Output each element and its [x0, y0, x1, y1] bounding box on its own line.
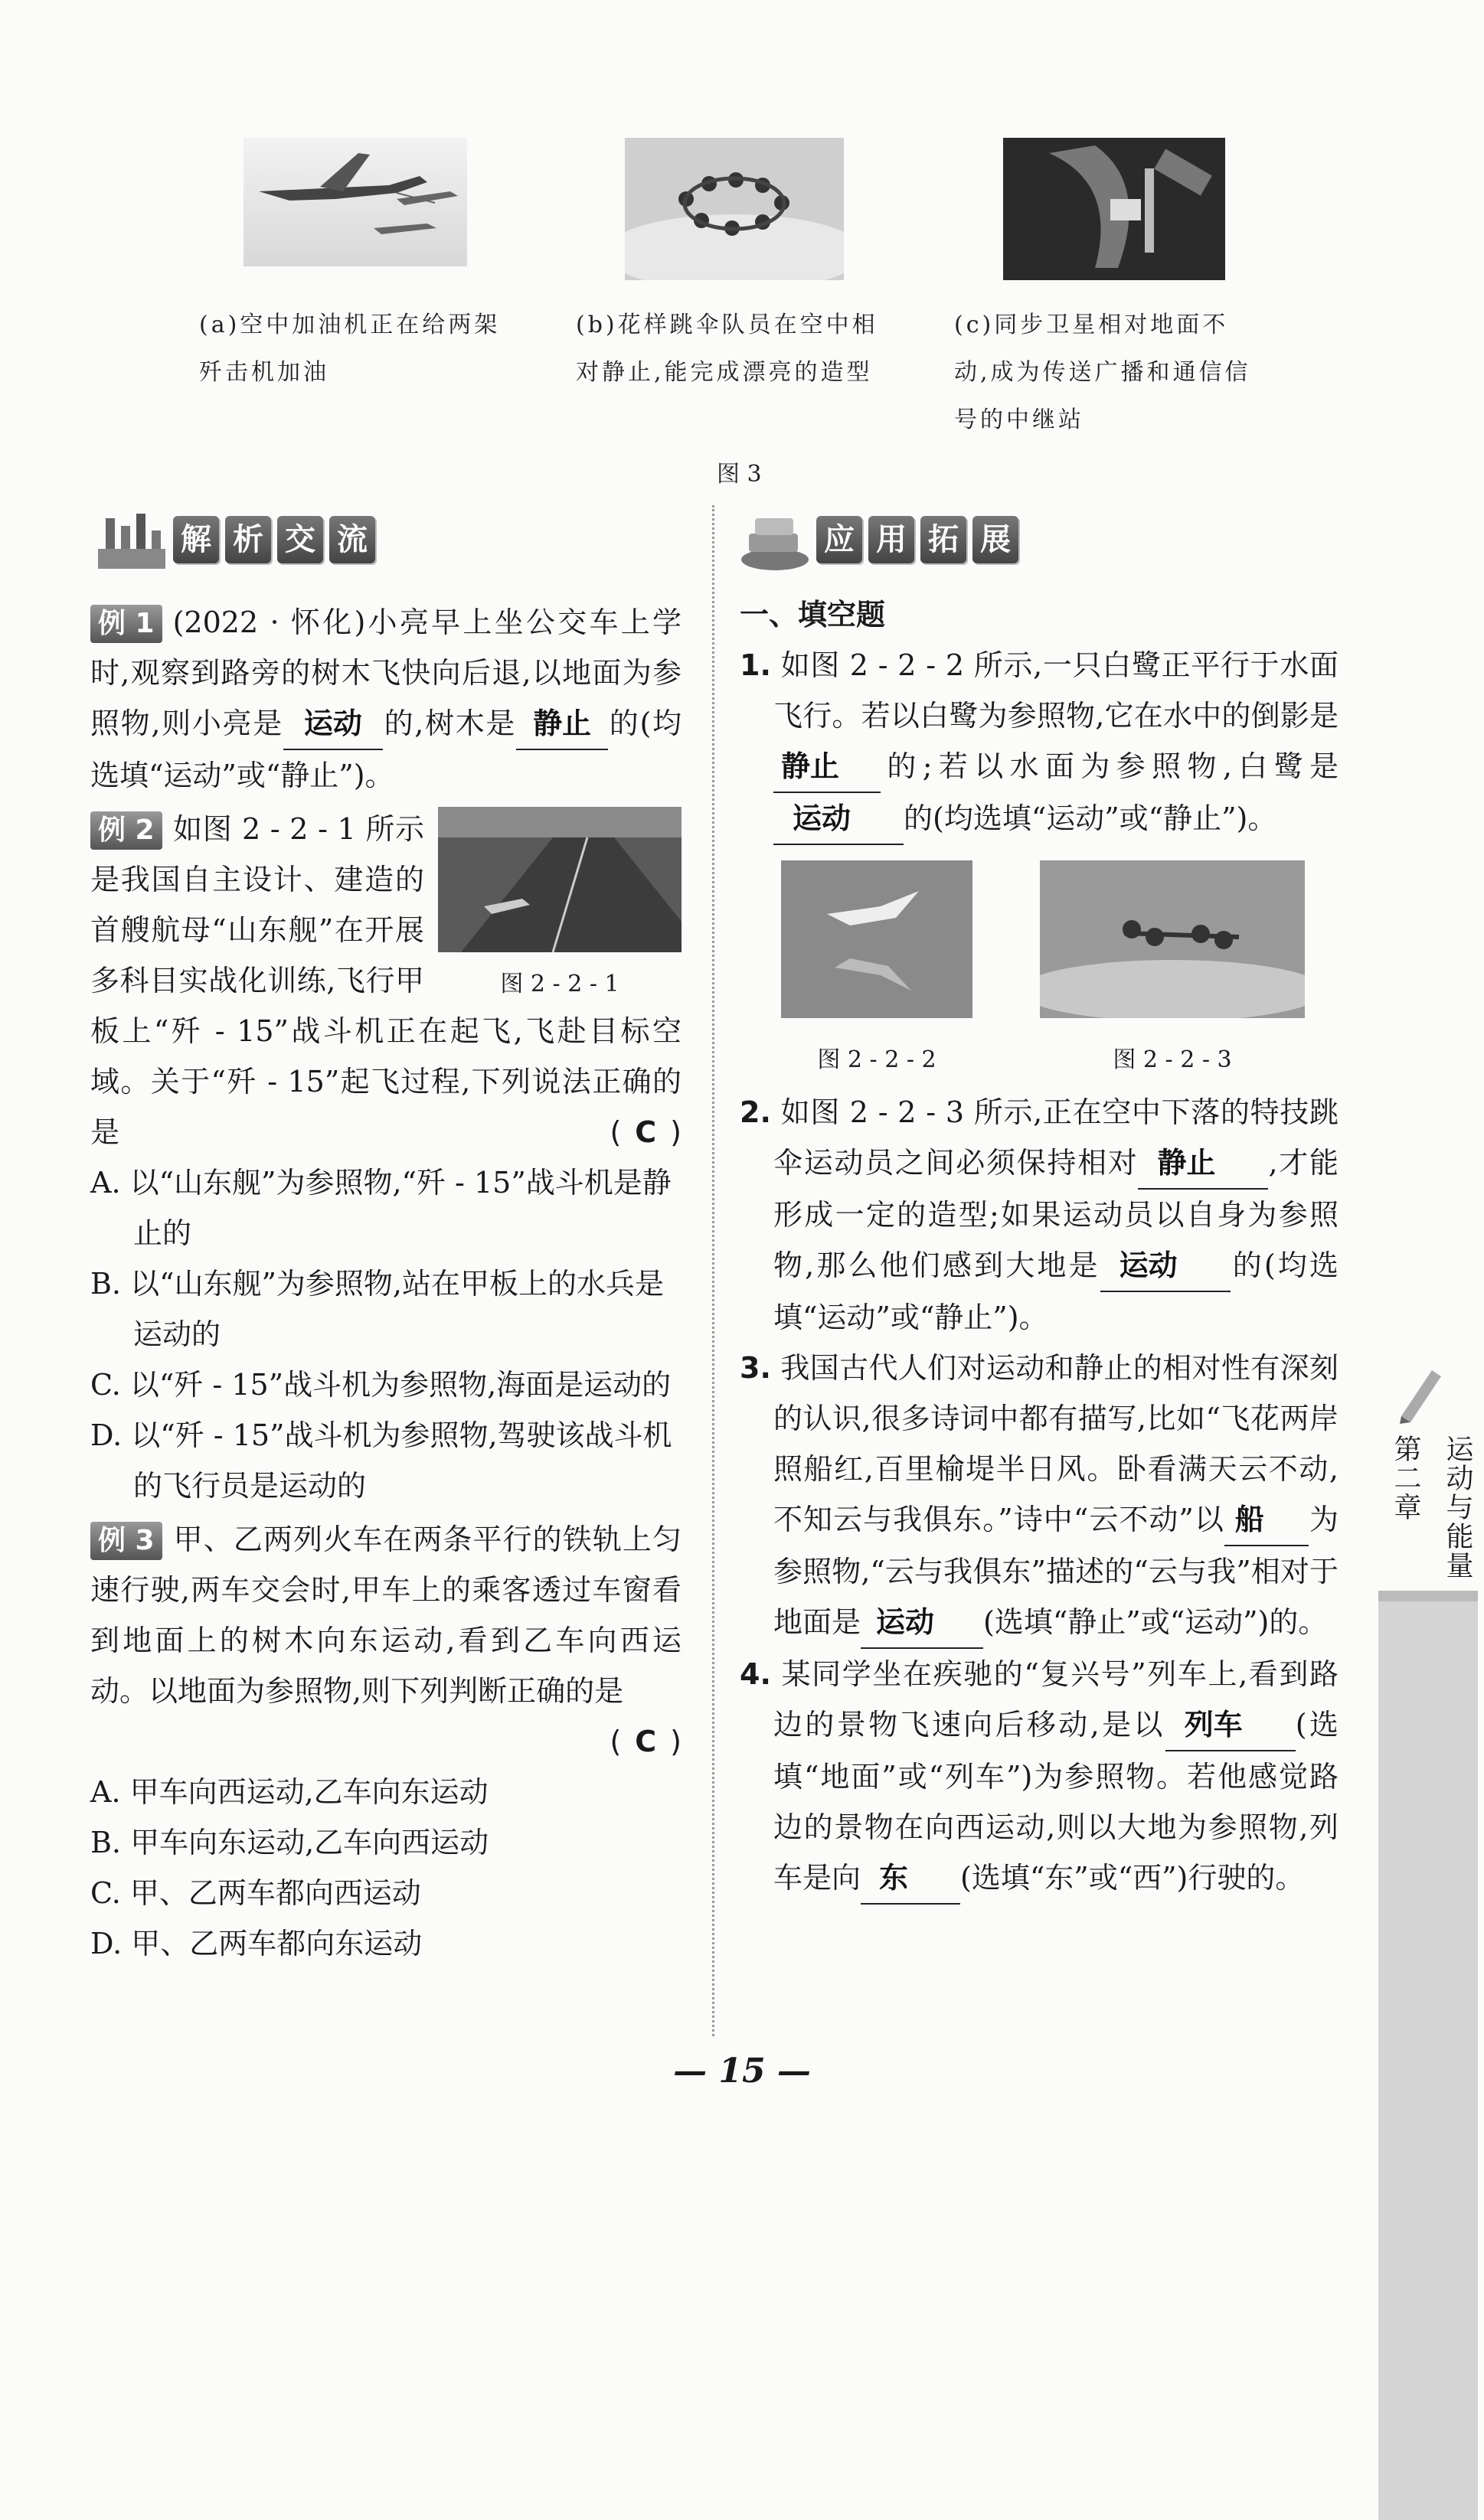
figure-2-2-3	[1040, 860, 1305, 1087]
answer-choice: ( C )	[610, 1115, 682, 1149]
answer-blank: 静止	[1138, 1138, 1268, 1190]
right-column	[740, 589, 1339, 1905]
figure-2-2-1	[438, 807, 682, 1001]
option: C. 甲、乙两车都向西运动	[90, 1876, 421, 1910]
caption-c: (c)同步卫星相对地面不 动,成为传送广播和通信信 号的中继站	[954, 312, 1251, 433]
chapter-side-tab	[1378, 1363, 1478, 2520]
photo-satellite	[1003, 138, 1225, 280]
figure-label: 图 2 - 2 - 3	[1113, 1046, 1232, 1073]
option: B. 甲车向东运动,乙车向西运动	[90, 1826, 489, 1859]
answer-blank: 运动	[861, 1597, 983, 1649]
section-title-char: 应	[816, 516, 862, 563]
subheading: 一、填空题	[740, 598, 886, 632]
option: D. 以“歼 - 15”战斗机为参照物,驾驶该战斗机的飞行员是运动的	[90, 1418, 672, 1503]
figure-label: 图 2 - 2 - 2	[817, 1046, 936, 1073]
figure-3-label: 图 3	[717, 461, 762, 488]
option: A. 以“山东舰”为参照物,“歼 - 15”战斗机是静止的	[90, 1166, 672, 1250]
answer-blank: 静止	[773, 741, 881, 793]
answer-blank: 东	[861, 1852, 960, 1905]
pencil-icon	[1394, 1363, 1447, 1424]
example-1: 例 1 (2022 · 怀化)小亮早上坐公交车上学时,观察到路旁的树木飞快向后退,以地面为参照物,则小亮是 运动 的,树木是 静止 的(均选填“运动”或“静止”)。	[90, 606, 682, 792]
photo-skydivers	[1040, 860, 1305, 1018]
answer-blank: 列车	[1165, 1699, 1296, 1751]
caption-a: (a)空中加油机正在给两架 歼击机加油	[199, 312, 501, 386]
option: B. 以“山东舰”为参照物,站在甲板上的水兵是运动的	[90, 1267, 665, 1351]
option: A. 甲车向西运动,乙车向东运动	[90, 1775, 489, 1809]
photo-skydiving-formation	[625, 138, 844, 280]
answer-choice: ( C )	[610, 1725, 682, 1758]
left-column	[90, 597, 682, 1969]
chapter-number: 第二章	[1390, 1435, 1421, 1522]
section-title-char: 展	[972, 516, 1018, 563]
caption-b: (b)花样跳伞队员在空中相 对静止,能完成漂亮的造型	[576, 312, 878, 386]
answer-blank: 船	[1224, 1494, 1309, 1546]
answer-blank: 运动	[283, 698, 383, 750]
photo-aircraft-carrier	[438, 807, 682, 952]
section-title-char: 用	[868, 516, 914, 563]
section-header-analysis	[95, 498, 375, 582]
question-1: 1. 如图 2 - 2 - 2 所示,一只白鹭正平行于水面飞行。若以白鹭为参照物,它在水中的倒影是静止 的;若以水面为参照物,白鹭是运动 的(均选填“运动”或“静止”)。	[740, 640, 1339, 845]
section-header-application	[738, 498, 1018, 582]
answer-blank: 运动	[1100, 1240, 1231, 1292]
chapter-title: 运动与能量	[1442, 1435, 1473, 1580]
section-title-char: 拓	[920, 516, 966, 563]
chart-icon	[95, 503, 168, 576]
figures-row	[747, 860, 1339, 1087]
example-tag: 例 1	[90, 605, 162, 643]
figure-2-2-2	[781, 860, 972, 1087]
example-tag: 例 3	[90, 1522, 162, 1560]
answer-blank: 运动	[773, 793, 904, 845]
option: C. 以“歼 - 15”战斗机为参照物,海面是运动的	[90, 1368, 672, 1402]
example-tag: 例 2	[90, 811, 162, 850]
question-4: 4. 某同学坐在疾驰的“复兴号”列车上,看到路边的景物飞速向后移动,是以 列车 (选填“地面”或“列车”)为参照物。若他感觉路边的景物在向西运动,则以大地为参照物,列车是向 东 (选填“东”或“西”)行驶的。	[740, 1649, 1339, 1905]
photo-refueling-aircraft	[244, 138, 467, 266]
question-2: 2. 如图 2 - 2 - 3 所示,正在空中下落的特技跳伞运动员之间必须保持相对 静止 ,才能形成一定的造型;如果运动员以自身为参照物,那么他们感到大地是 运动 的(均选填“运动”或“静止”)。	[740, 1095, 1339, 1334]
books-icon	[738, 503, 812, 576]
question-3: 3. 我国古代人们对运动和静止的相对性有深刻的认识,很多诗词中都有描写,比如“飞花两岸照船红,百里榆堤半日风。卧看满天云不动,不知云与我俱东。”诗中“云不动”以 船 为参照物,“云与我俱东”描述的“云与我”相对于地面是 运动 (选填“静止”或“运动”)的。	[740, 1343, 1339, 1649]
page-number: — 15 —	[673, 2052, 811, 2091]
figure-2-2-1-label: 图 2 - 2 - 1	[500, 971, 619, 997]
example-2: 图 2 - 2 - 1 例 2 如图 2 - 2 - 1 所示是我国自主设计、建造的首艘航母“山东舰”在开展多科目实战化训练,飞行甲板上“歼 - 15”战斗机正在起飞,飞赴目标空域。关于“歼 - 15”起飞过程,下列说法正确的是 ( C ) A. 以“山东舰”为参照物,“歼 - 15”战斗机是静止的 B. 以“山东舰”为参照物,站在甲板上的水兵是运动的 C. 以“歼 - 15”战斗机为参照物,海面是运动的 D. 以“歼 - 15”战斗机为参照物,驾驶该战斗机的飞行员是运动的	[90, 804, 682, 1511]
column-divider	[712, 505, 714, 2036]
photo-egret	[781, 860, 972, 1018]
section-title-char: 析	[225, 516, 271, 563]
answer-blank: 静止	[516, 698, 608, 750]
section-title-char: 交	[277, 516, 323, 563]
section-title-char: 流	[329, 516, 375, 563]
option: D. 甲、乙两车都向东运动	[90, 1927, 423, 1960]
section-title-char: 解	[173, 516, 219, 563]
example-3: 例 3 甲、乙两列火车在两条平行的铁轨上匀速行驶,两车交会时,甲车上的乘客透过车窗看到地面上的树木向东运动,看到乙车向西运动。以地面为参照物,则下列判断正确的是 ( C ) A. 甲车向西运动,乙车向东运动 B. 甲车向东运动,乙车向西运动 C. 甲、乙两车都向西运动 D. 甲、乙两车都向东运动	[90, 1514, 682, 1969]
